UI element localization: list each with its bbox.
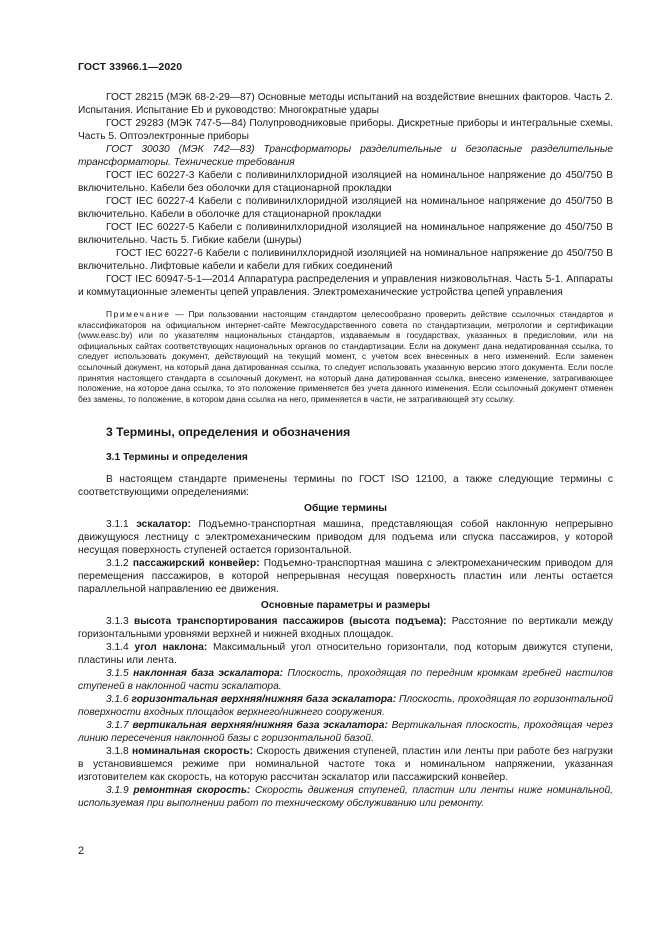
term-definition: Скорость движения ступеней, пластин или ленты ниже номинальной, используемая при выполнении работ по техническому обслуживанию или ремонту. [78,785,613,810]
term-number: 3.1.7 [106,720,133,732]
term-definition: Вертикальная плоскость, проходящая через линию пересечения наклонной базы с горизонтальной базой. [78,720,613,745]
subsection-title: 3.1 Термины и определения [106,452,248,464]
term-3-1-7 [78,719,613,745]
term-name: горизонтальная верхняя/нижняя база эскалатора: [131,694,397,706]
term-definition: Подъемно-транспортная машина, представляющая собой наклонную непрерывно движущуюся лестницу с электромеханическим приводом для подъема или спуска пассажиров, у которой несущая поверхность ступеней остается горизонтальной. [78,519,613,557]
term-3-1-8 [78,745,613,784]
term-name: номинальная скорость: [131,746,254,758]
term-number: 3.1.3 [106,616,134,628]
ref-gost-29283: ГОСТ 29283 (МЭК 747-5—84) Полупроводниковые приборы. Дискретные приборы и интегральные схемы. Часть 5. Оптоэлектронные приборы [78,118,613,142]
ref-gost-iec-60947-5-1: ГОСТ IEC 60947-5-1—2014 Аппаратура распределения и управления низковольтная. Часть 5-1. Аппараты и коммутационные элементы цепей управления. Электромеханические устройства цепей управления [78,274,613,298]
term-definition: Подъемно-транспортная машина с электромеханическим приводом для перемещения пассажиров, в которой непрерывная несущая поверхность пластин или ленты остается параллельной направлению ее движения. [78,558,613,596]
term-definition: Плоскость, проходящая по передним кромкам гребней настилов ступеней в наклонной части эскалатора. [78,668,613,693]
page-number: 2 [78,845,85,857]
term-number: 3.1.8 [106,746,132,758]
term-3-1-1 [78,518,613,557]
ref-gost-iec-60227-6: ГОСТ IEC 60227-6 Кабели с поливинилхлоридной изоляцией на номинальное напряжение до 450/750 В включительно. Лифтовые кабели и кабели для гибких соединений [78,248,613,272]
term-definition: Скорость движения ступеней, пластин или ленты при работе без нагрузки в установившемся режиме при номинальной частоте тока и номинальном напряжении, указанная изготовителем как скорость, на которую рассчитан эскалатор или пассажирский конвейер. [78,746,613,784]
term-number: 3.1.5 [106,668,134,680]
note-text: — При пользовании настоящим стандартом целесообразно проверить действие ссылочных стандартов и классификаторов на официальном интернет-сайте Межгосударственного совета по стандартизации, метрологии и сертификации (www.easc.by) или по указателям национальных стандартов, издаваемым в государствах, указанных в предисловии, или на официальных сайтах соответствующих национальных органов по стандартизации. Если на документ дана недатированная ссылка, то следует использовать документ, действующий на текущий момент, с учетом всех внесенных в него изменений. Если заменен ссылочный документ, на который дана датированная ссылка, то следует использовать указанную версию этого документа. Если после принятия настоящего стандарта в ссылочный документ, на который дана датированная ссылка, внесено изменение, затрагивающее положение, на которое дана ссылка, то это положение применяется без учета данного изменения. Если ссылочный документ отменен без замены, то положение, в котором дана ссылка на него, применяется в части, не затрагивающей эту ссылку. [78,309,613,404]
term-name: ремонтная скорость: [133,785,251,797]
group-title-general: Общие термины [304,503,387,515]
term-name: вертикальная верхняя/нижняя база эскалатора: [132,720,388,732]
term-3-1-9 [78,784,613,810]
ref-gost-30030: ГОСТ 30030 (МЭК 742—83) Трансформаторы разделительные и безопасные разделительные трансформаторы. Технические требования [78,144,613,168]
term-number: 3.1.9 [106,785,134,797]
term-number: 3.1.6 [106,694,132,706]
term-number: 3.1.1 [106,519,137,531]
ref-gost-iec-60227-3: ГОСТ IEC 60227-3 Кабели с поливинилхлоридной изоляцией на номинальное напряжение до 450/750 В включительно. Кабели без оболочки для стационарной прокладки [78,170,613,194]
term-definition: Максимальный угол относительно горизонтали, под которым движутся ступени, пластины или лента. [78,642,613,667]
page-content [78,91,613,810]
section-title: 3 Термины, определения и обозначения [106,425,351,440]
document-header: ГОСТ 33966.1—2020 [78,61,183,73]
term-name: пассажирский конвейер: [132,558,260,570]
term-name: высота транспортирования пассажиров (высота подъема): [133,616,447,628]
term-definition: Плоскость, проходящая по горизонтальной поверхности входных площадок верхнего/нижнего сооружения. [78,694,614,719]
intro-paragraph: В настоящем стандарте применены термины по ГОСТ ISO 12100, а также следующие термины с соответствующими определениями: [78,474,613,499]
term-definition: Расстояние по вертикали между горизонтальными уровнями верхней и нижней входных площадок. [78,616,613,641]
term-number: 3.1.4 [106,642,135,654]
note-label: Примечание [106,309,171,319]
term-3-1-4 [78,641,613,667]
term-3-1-2 [78,557,613,596]
ref-gost-iec-60227-4: ГОСТ IEC 60227-4 Кабели с поливинилхлоридной изоляцией на номинальное напряжение до 450/750 В включительно. Кабели в оболочке для стационарной прокладки [78,196,613,220]
group-title-parameters: Основные параметры и размеры [260,600,431,612]
note-paragraph [78,309,613,404]
ref-gost-iec-60227-5: ГОСТ IEC 60227-5 Кабели с поливинилхлоридной изоляцией на номинальное напряжение до 450/750 В включительно. Часть 5. Гибкие кабели (шнуры) [78,222,613,246]
term-3-1-5 [78,667,613,693]
term-3-1-6 [78,693,613,719]
ref-gost-28215: ГОСТ 28215 (МЭК 68-2-29—87) Основные методы испытаний на воздействие внешних факторов. Часть 2. Испытания. Испытание Eb и руководство: Многократные удары [78,92,613,116]
term-3-1-3 [78,615,613,641]
term-name: наклонная база эскалатора: [133,668,284,680]
term-name: угол наклона: [134,642,208,654]
term-name: эскалатор: [136,519,191,531]
term-number: 3.1.2 [106,558,133,570]
